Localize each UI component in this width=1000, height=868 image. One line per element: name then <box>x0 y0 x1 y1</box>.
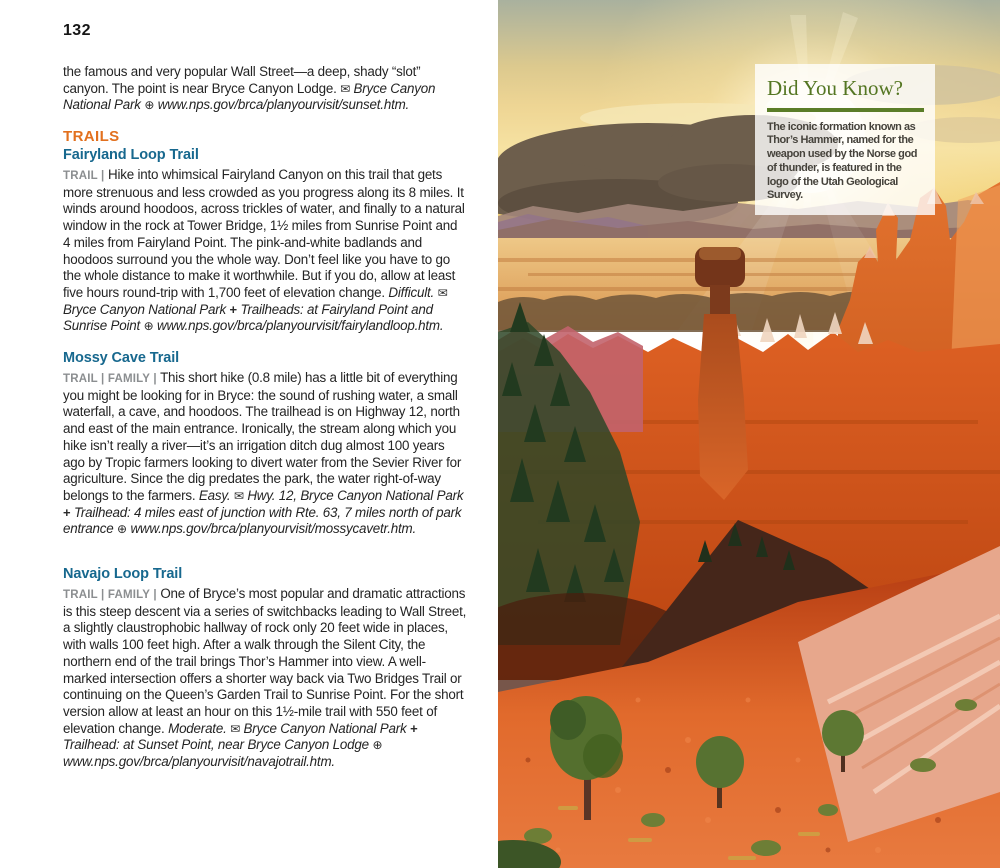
intro-address: Bryce Canyon National Park <box>63 80 436 113</box>
section-heading-block <box>63 128 467 145</box>
intro-text: the famous and very popular Wall Street—a deep, shady “slot” canyon. The point is near Bryce Canyon Lodge. <box>63 64 421 96</box>
trail-badges: TRAIL | FAMILY | <box>63 373 157 385</box>
did-you-know-text: The iconic formation known as Thor’s Hammer, named for the weapon used by the Norse god of thunder, is featured in the logo of the Utah Geological Survey. <box>767 120 917 202</box>
trailhead-icon: + <box>410 720 418 736</box>
trail-badges: TRAIL | <box>63 170 105 182</box>
trailhead-icon: + <box>63 504 71 520</box>
trail-difficulty: Difficult. <box>388 284 435 300</box>
trail-trailhead: Trailhead: at Sunset Point, near Bryce Canyon Lodge <box>63 737 369 753</box>
trail-address: Bryce Canyon National Park <box>63 301 227 317</box>
address-icon: ✉ <box>437 285 448 300</box>
trail-entry-mossy-cave <box>63 350 467 538</box>
trail-difficulty: Easy. <box>198 487 231 503</box>
trail-badges: TRAIL | FAMILY | <box>63 589 157 601</box>
page-number: 132 <box>63 22 91 39</box>
trail-paragraph <box>63 586 467 771</box>
trail-address: Hwy. 12, Bryce Canyon National Park <box>247 487 464 503</box>
intro-paragraph <box>63 64 467 114</box>
website-icon: ⊕ <box>372 738 383 753</box>
website-icon: ⊕ <box>143 319 154 334</box>
address-icon: ✉ <box>233 488 244 503</box>
trail-trailhead: Trailheads: at Fairyland Point and Sunrise Point <box>63 301 433 334</box>
website-icon: ⊕ <box>144 98 155 113</box>
trail-difficulty: Moderate. <box>168 720 227 736</box>
did-you-know-title: Did You Know? <box>767 76 903 100</box>
trail-name: Fairyland Loop Trail <box>63 147 199 163</box>
trail-description: One of Bryce’s most popular and dramatic attractions is this steep descent via a series of switchbacks leading to Wall Street, a slightly claustrophobic hallway of rock only 20 feet wide in places, with walls 100 feet high. After a walk through the Silent City, the northern end of the trail brings Thor’s Hammer into view. A well-marked intersection offers a shorter way back via Two Bridges Trail or continuing on the Queen’s Garden Trail to Sunrise Point. For the short version allow at least an hour on this 1½-mile trail with 550 feet of elevation change. <box>63 586 467 736</box>
trail-website: www.nps.gov/brca/planyourvisit/mossycavetr.htm. <box>130 521 416 537</box>
address-icon: ✉ <box>340 81 351 96</box>
intro-block <box>63 64 467 114</box>
trail-address: Bryce Canyon National Park <box>243 720 407 736</box>
did-you-know-box <box>755 64 935 215</box>
trail-entry-fairyland <box>63 147 467 335</box>
trail-website: www.nps.gov/brca/planyourvisit/fairylandloop.htm. <box>156 318 444 334</box>
trail-name: Mossy Cave Trail <box>63 350 180 366</box>
address-icon: ✉ <box>230 721 240 736</box>
trail-description: This short hike (0.8 mile) has a little bit of everything you might be looking for in Bryce: the sound of rushing water, a small waterfall, a cave, and hoodoos. The trailhead is on Highway 12, north and east of the main entrance. Ironically, the stream along which you hike isn’t really a river—it’s an irrigation ditch dug almost 100 years ago by Tropic farmers looking to divert water from the Sevier River for agriculture. Since the dig predates the park, the water right-of-way belongs to the farmers. <box>63 370 462 503</box>
trail-description: Hike into whimsical Fairyland Canyon on this trail that gets more strenuous and less crowded as you progress along its 8 miles. It winds around hoodoos, across trickles of water, and finally to a natural window in the rock at Tower Bridge, 1½ miles from Sunrise Point and 4 miles from Fairyland Point. The pink-and-white badlands and hoodoos surround you the whole way. Don’t feel like you have to go the whole distance to make it worthwhile. But if you do, allow at least five hours round-trip with 1,700 feet of elevation change. <box>63 167 465 300</box>
bryce-canyon-sunset-photo <box>498 0 1000 868</box>
intro-website: www.nps.gov/brca/planyourvisit/sunset.htm. <box>157 97 410 113</box>
trail-paragraph <box>63 167 467 335</box>
trail-paragraph <box>63 370 467 538</box>
trail-trailhead: Trailhead: 4 miles east of junction with Rte. 63, 7 miles north of park entrance <box>63 504 462 537</box>
website-icon: ⊕ <box>117 522 127 537</box>
trail-entry-navajo <box>63 566 467 771</box>
did-you-know-rule <box>767 108 924 112</box>
trailhead-icon: + <box>229 301 237 317</box>
trail-website: www.nps.gov/brca/planyourvisit/navajotrail.htm. <box>63 754 335 770</box>
trail-name: Navajo Loop Trail <box>63 566 183 582</box>
section-heading: TRAILS <box>63 128 120 145</box>
